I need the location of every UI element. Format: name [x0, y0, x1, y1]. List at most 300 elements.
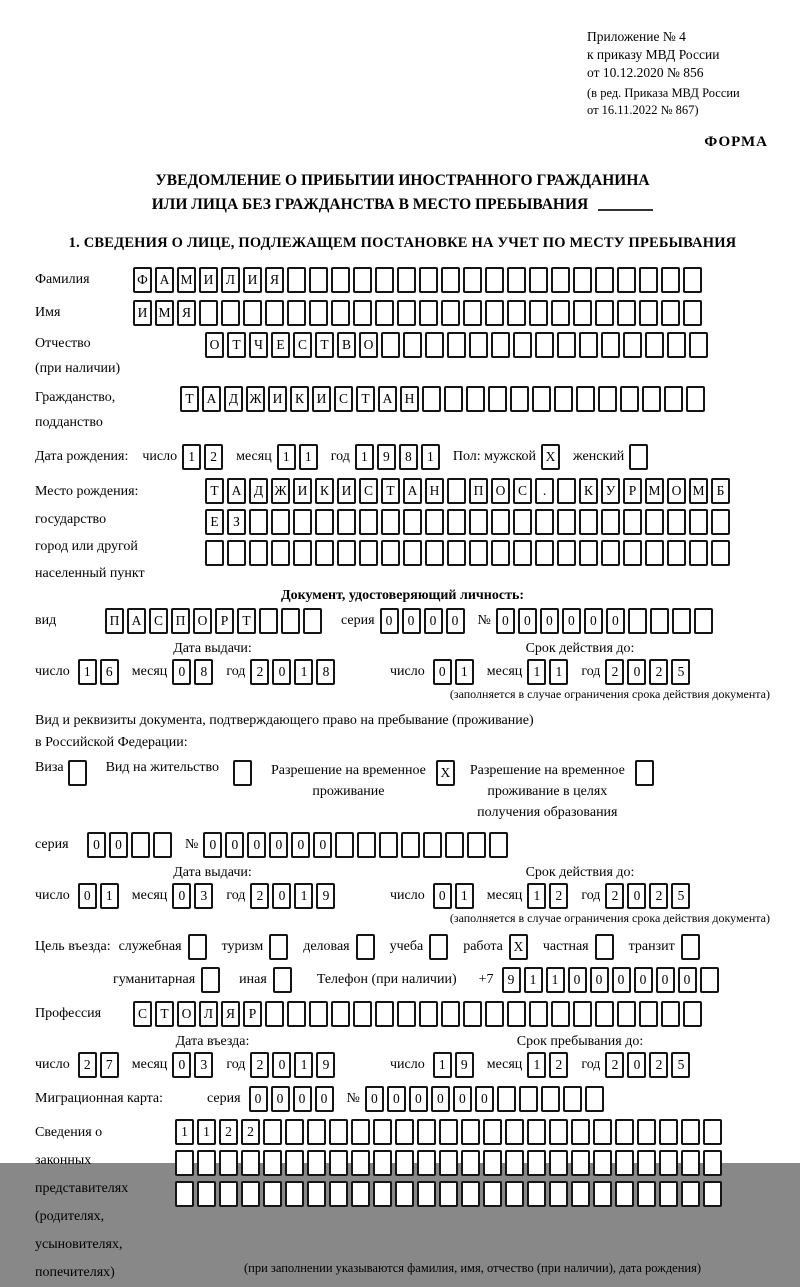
char-box[interactable]: 1 [524, 967, 543, 993]
char-box[interactable]: Т [315, 332, 334, 358]
char-box[interactable] [309, 1001, 328, 1027]
char-box[interactable] [353, 267, 372, 293]
char-box[interactable] [375, 300, 394, 326]
char-box[interactable] [397, 267, 416, 293]
char-box[interactable]: 0 [627, 883, 646, 909]
char-box[interactable] [281, 608, 300, 634]
char-box[interactable]: Р [623, 478, 642, 504]
char-box[interactable] [703, 1150, 722, 1176]
char-box[interactable] [532, 386, 551, 412]
char-box[interactable]: 1 [299, 444, 318, 470]
char-box[interactable]: 0 [612, 967, 631, 993]
char-box[interactable]: 1 [197, 1119, 216, 1145]
char-box[interactable]: 2 [649, 659, 668, 685]
char-box[interactable]: 1 [175, 1119, 194, 1145]
char-box[interactable]: 1 [455, 659, 474, 685]
char-box[interactable] [664, 386, 683, 412]
char-box[interactable] [249, 509, 268, 535]
char-box[interactable]: К [315, 478, 334, 504]
char-box[interactable] [617, 300, 636, 326]
char-box[interactable] [628, 608, 647, 634]
char-box[interactable]: 2 [241, 1119, 260, 1145]
char-box[interactable] [444, 386, 463, 412]
char-box[interactable] [425, 332, 444, 358]
char-box[interactable] [445, 832, 464, 858]
char-box[interactable]: 0 [634, 967, 653, 993]
char-box[interactable] [469, 540, 488, 566]
char-box[interactable]: Ф [133, 267, 152, 293]
char-box[interactable] [175, 1181, 194, 1207]
char-box[interactable] [447, 478, 466, 504]
char-box[interactable]: Р [243, 1001, 262, 1027]
char-box[interactable] [573, 300, 592, 326]
char-box[interactable] [593, 1181, 612, 1207]
char-box[interactable] [441, 267, 460, 293]
char-box[interactable]: 2 [250, 659, 269, 685]
char-box[interactable] [131, 832, 150, 858]
char-box[interactable] [423, 832, 442, 858]
char-box[interactable]: А [155, 267, 174, 293]
char-box[interactable]: 0 [540, 608, 559, 634]
char-box[interactable] [689, 540, 708, 566]
char-box[interactable] [617, 267, 636, 293]
char-box[interactable]: М [155, 300, 174, 326]
char-box[interactable] [375, 1001, 394, 1027]
char-box[interactable] [681, 1119, 700, 1145]
char-box[interactable] [557, 478, 576, 504]
char-box[interactable]: 5 [671, 883, 690, 909]
char-box[interactable]: 0 [272, 659, 291, 685]
char-box[interactable] [379, 832, 398, 858]
char-box[interactable] [285, 1181, 304, 1207]
char-box[interactable]: 0 [606, 608, 625, 634]
char-box[interactable]: О [359, 332, 378, 358]
char-box[interactable] [637, 1181, 656, 1207]
char-box[interactable]: 1 [527, 1052, 546, 1078]
char-box[interactable]: 0 [562, 608, 581, 634]
char-box[interactable]: П [469, 478, 488, 504]
char-box[interactable] [681, 1181, 700, 1207]
char-box[interactable]: М [645, 478, 664, 504]
char-box[interactable]: 1 [546, 967, 565, 993]
char-box[interactable] [700, 967, 719, 993]
char-box[interactable]: 0 [402, 608, 421, 634]
char-box[interactable]: А [403, 478, 422, 504]
char-box[interactable] [485, 300, 504, 326]
char-box[interactable]: 1 [182, 444, 201, 470]
char-box[interactable]: 0 [387, 1086, 406, 1112]
char-box[interactable]: Т [227, 332, 246, 358]
char-box[interactable]: О [667, 478, 686, 504]
char-box[interactable] [551, 1001, 570, 1027]
char-box[interactable] [293, 540, 312, 566]
char-box[interactable]: 0 [291, 832, 310, 858]
char-box[interactable]: 9 [316, 1052, 335, 1078]
char-box[interactable] [331, 300, 350, 326]
char-box[interactable] [615, 1119, 634, 1145]
char-box[interactable]: П [171, 608, 190, 634]
char-box[interactable] [461, 1181, 480, 1207]
char-box[interactable] [441, 1001, 460, 1027]
char-box[interactable] [337, 509, 356, 535]
char-box[interactable] [601, 509, 620, 535]
char-box[interactable]: Я [221, 1001, 240, 1027]
char-box[interactable] [535, 540, 554, 566]
char-box[interactable] [623, 540, 642, 566]
char-box[interactable] [497, 1086, 516, 1112]
char-box[interactable]: З [227, 509, 246, 535]
char-box[interactable]: 0 [269, 832, 288, 858]
char-box[interactable] [529, 267, 548, 293]
char-box[interactable] [419, 267, 438, 293]
char-box[interactable]: 1 [455, 883, 474, 909]
char-box[interactable] [469, 509, 488, 535]
char-box[interactable] [463, 1001, 482, 1027]
char-box[interactable] [461, 1119, 480, 1145]
char-box[interactable] [579, 509, 598, 535]
char-box[interactable]: 0 [568, 967, 587, 993]
char-box[interactable] [307, 1150, 326, 1176]
char-box[interactable] [595, 267, 614, 293]
char-box[interactable] [285, 1119, 304, 1145]
char-box[interactable]: 0 [590, 967, 609, 993]
char-box[interactable] [395, 1181, 414, 1207]
char-box[interactable] [221, 300, 240, 326]
char-box[interactable]: 0 [453, 1086, 472, 1112]
char-box[interactable] [554, 386, 573, 412]
char-box[interactable]: 5 [671, 659, 690, 685]
char-box[interactable]: Т [356, 386, 375, 412]
char-box[interactable] [571, 1150, 590, 1176]
char-box[interactable]: 0 [431, 1086, 450, 1112]
char-box[interactable] [201, 967, 220, 993]
char-box[interactable] [335, 832, 354, 858]
char-box[interactable] [683, 267, 702, 293]
char-box[interactable]: 1 [355, 444, 374, 470]
char-box[interactable] [667, 332, 686, 358]
char-box[interactable]: У [601, 478, 620, 504]
char-box[interactable] [419, 1001, 438, 1027]
char-box[interactable] [507, 1001, 526, 1027]
char-box[interactable]: И [293, 478, 312, 504]
char-box[interactable] [513, 540, 532, 566]
char-box[interactable] [683, 1001, 702, 1027]
char-box[interactable] [417, 1119, 436, 1145]
char-box[interactable]: 0 [247, 832, 266, 858]
char-box[interactable]: 3 [194, 1052, 213, 1078]
char-box[interactable] [629, 444, 648, 470]
char-box[interactable] [551, 300, 570, 326]
char-box[interactable]: 0 [424, 608, 443, 634]
char-box[interactable] [637, 1119, 656, 1145]
char-box[interactable]: 8 [316, 659, 335, 685]
char-box[interactable] [397, 1001, 416, 1027]
char-box[interactable] [645, 332, 664, 358]
char-box[interactable] [711, 509, 730, 535]
char-box[interactable]: 5 [671, 1052, 690, 1078]
char-box[interactable] [549, 1119, 568, 1145]
char-box[interactable]: 2 [250, 883, 269, 909]
char-box[interactable] [447, 332, 466, 358]
char-box[interactable]: С [133, 1001, 152, 1027]
char-box[interactable]: О [193, 608, 212, 634]
char-box[interactable]: 0 [293, 1086, 312, 1112]
char-box[interactable] [694, 608, 713, 634]
char-box[interactable] [579, 540, 598, 566]
char-box[interactable]: 0 [518, 608, 537, 634]
char-box[interactable] [485, 1001, 504, 1027]
char-box[interactable] [466, 386, 485, 412]
char-box[interactable]: 0 [446, 608, 465, 634]
char-box[interactable]: . [535, 478, 554, 504]
char-box[interactable] [219, 1181, 238, 1207]
char-box[interactable]: Е [205, 509, 224, 535]
char-box[interactable] [557, 332, 576, 358]
char-box[interactable]: Д [249, 478, 268, 504]
char-box[interactable] [637, 1150, 656, 1176]
char-box[interactable]: 2 [605, 1052, 624, 1078]
char-box[interactable] [615, 1181, 634, 1207]
char-box[interactable] [711, 540, 730, 566]
char-box[interactable] [331, 1001, 350, 1027]
char-box[interactable]: С [359, 478, 378, 504]
char-box[interactable]: М [177, 267, 196, 293]
char-box[interactable] [529, 300, 548, 326]
char-box[interactable] [571, 1181, 590, 1207]
char-box[interactable]: 0 [271, 1086, 290, 1112]
char-box[interactable] [491, 509, 510, 535]
char-box[interactable] [639, 300, 658, 326]
char-box[interactable]: И [199, 267, 218, 293]
char-box[interactable]: 1 [294, 659, 313, 685]
char-box[interactable] [397, 300, 416, 326]
char-box[interactable]: 8 [399, 444, 418, 470]
char-box[interactable] [439, 1181, 458, 1207]
char-box[interactable] [557, 509, 576, 535]
char-box[interactable]: 2 [78, 1052, 97, 1078]
char-box[interactable] [505, 1181, 524, 1207]
char-box[interactable]: Е [271, 332, 290, 358]
char-box[interactable] [271, 509, 290, 535]
char-box[interactable] [645, 509, 664, 535]
char-box[interactable]: 1 [78, 659, 97, 685]
char-box[interactable] [595, 1001, 614, 1027]
char-box[interactable] [197, 1181, 216, 1207]
char-box[interactable] [315, 509, 334, 535]
char-box[interactable] [659, 1119, 678, 1145]
char-box[interactable]: 0 [272, 1052, 291, 1078]
char-box[interactable] [403, 540, 422, 566]
char-box[interactable]: И [133, 300, 152, 326]
char-box[interactable]: А [127, 608, 146, 634]
char-box[interactable]: С [513, 478, 532, 504]
char-box[interactable] [263, 1150, 282, 1176]
char-box[interactable] [331, 267, 350, 293]
char-box[interactable]: Я [265, 267, 284, 293]
char-box[interactable]: 2 [204, 444, 223, 470]
char-box[interactable] [359, 509, 378, 535]
char-box[interactable] [373, 1181, 392, 1207]
char-box[interactable] [639, 267, 658, 293]
char-box[interactable] [485, 267, 504, 293]
char-box[interactable] [541, 1086, 560, 1112]
char-box[interactable] [329, 1181, 348, 1207]
char-box[interactable] [601, 540, 620, 566]
char-box[interactable] [309, 300, 328, 326]
char-box[interactable] [483, 1150, 502, 1176]
char-box[interactable] [623, 332, 642, 358]
char-box[interactable] [249, 540, 268, 566]
char-box[interactable] [623, 509, 642, 535]
char-box[interactable]: 0 [656, 967, 675, 993]
char-box[interactable] [463, 300, 482, 326]
char-box[interactable]: 0 [627, 659, 646, 685]
char-box[interactable]: 2 [605, 659, 624, 685]
char-box[interactable]: X [509, 934, 528, 960]
char-box[interactable]: 0 [315, 1086, 334, 1112]
char-box[interactable] [219, 1150, 238, 1176]
char-box[interactable]: О [177, 1001, 196, 1027]
char-box[interactable] [425, 540, 444, 566]
char-box[interactable]: X [541, 444, 560, 470]
char-box[interactable]: Ж [246, 386, 265, 412]
char-box[interactable] [205, 540, 224, 566]
char-box[interactable]: И [337, 478, 356, 504]
char-box[interactable]: 1 [549, 659, 568, 685]
char-box[interactable] [595, 934, 614, 960]
char-box[interactable] [576, 386, 595, 412]
char-box[interactable] [307, 1119, 326, 1145]
char-box[interactable]: 0 [87, 832, 106, 858]
char-box[interactable] [417, 1150, 436, 1176]
char-box[interactable] [351, 1150, 370, 1176]
char-box[interactable] [68, 760, 87, 786]
char-box[interactable] [615, 1150, 634, 1176]
char-box[interactable] [401, 832, 420, 858]
char-box[interactable] [381, 540, 400, 566]
char-box[interactable] [686, 386, 705, 412]
char-box[interactable] [469, 332, 488, 358]
char-box[interactable] [563, 1086, 582, 1112]
char-box[interactable] [595, 300, 614, 326]
char-box[interactable] [375, 267, 394, 293]
char-box[interactable]: 0 [172, 883, 191, 909]
char-box[interactable] [505, 1119, 524, 1145]
char-box[interactable]: 1 [421, 444, 440, 470]
char-box[interactable] [351, 1119, 370, 1145]
char-box[interactable] [307, 1181, 326, 1207]
char-box[interactable] [681, 1150, 700, 1176]
char-box[interactable]: 9 [377, 444, 396, 470]
char-box[interactable] [681, 934, 700, 960]
char-box[interactable] [373, 1150, 392, 1176]
char-box[interactable]: В [337, 332, 356, 358]
char-box[interactable] [507, 300, 526, 326]
char-box[interactable]: 0 [584, 608, 603, 634]
char-box[interactable] [285, 1150, 304, 1176]
char-box[interactable]: О [491, 478, 510, 504]
char-box[interactable] [403, 332, 422, 358]
char-box[interactable] [483, 1119, 502, 1145]
char-box[interactable]: 0 [433, 659, 452, 685]
char-box[interactable] [645, 540, 664, 566]
char-box[interactable] [527, 1150, 546, 1176]
char-box[interactable]: 1 [527, 659, 546, 685]
char-box[interactable]: К [290, 386, 309, 412]
char-box[interactable]: 2 [649, 883, 668, 909]
char-box[interactable] [353, 300, 372, 326]
char-box[interactable]: 2 [219, 1119, 238, 1145]
char-box[interactable] [273, 967, 292, 993]
char-box[interactable]: 3 [194, 883, 213, 909]
char-box[interactable]: 0 [496, 608, 515, 634]
char-box[interactable] [513, 509, 532, 535]
char-box[interactable] [199, 300, 218, 326]
char-box[interactable] [439, 1119, 458, 1145]
char-box[interactable] [519, 1086, 538, 1112]
char-box[interactable]: 8 [194, 659, 213, 685]
char-box[interactable]: 2 [250, 1052, 269, 1078]
char-box[interactable]: Т [205, 478, 224, 504]
char-box[interactable]: А [378, 386, 397, 412]
char-box[interactable] [315, 540, 334, 566]
char-box[interactable]: Н [425, 478, 444, 504]
char-box[interactable]: С [293, 332, 312, 358]
char-box[interactable] [510, 386, 529, 412]
char-box[interactable] [447, 540, 466, 566]
char-box[interactable] [447, 509, 466, 535]
char-box[interactable]: 0 [678, 967, 697, 993]
char-box[interactable]: Л [221, 267, 240, 293]
char-box[interactable] [601, 332, 620, 358]
char-box[interactable] [617, 1001, 636, 1027]
char-box[interactable]: О [205, 332, 224, 358]
char-box[interactable] [620, 386, 639, 412]
char-box[interactable] [689, 332, 708, 358]
char-box[interactable]: 0 [272, 883, 291, 909]
char-box[interactable] [351, 1181, 370, 1207]
char-box[interactable] [265, 1001, 284, 1027]
char-box[interactable]: 0 [365, 1086, 384, 1112]
char-box[interactable] [635, 760, 654, 786]
char-box[interactable] [188, 934, 207, 960]
char-box[interactable] [441, 300, 460, 326]
char-box[interactable]: С [149, 608, 168, 634]
char-box[interactable] [672, 608, 691, 634]
char-box[interactable]: 0 [409, 1086, 428, 1112]
char-box[interactable]: 9 [316, 883, 335, 909]
char-box[interactable] [263, 1119, 282, 1145]
char-box[interactable]: 1 [294, 1052, 313, 1078]
char-box[interactable] [667, 509, 686, 535]
char-box[interactable] [425, 509, 444, 535]
char-box[interactable]: 1 [100, 883, 119, 909]
char-box[interactable]: Т [381, 478, 400, 504]
char-box[interactable] [703, 1119, 722, 1145]
char-box[interactable] [303, 608, 322, 634]
char-box[interactable] [557, 540, 576, 566]
char-box[interactable] [153, 832, 172, 858]
char-box[interactable]: И [243, 267, 262, 293]
char-box[interactable] [661, 300, 680, 326]
char-box[interactable]: 1 [527, 883, 546, 909]
char-box[interactable] [535, 509, 554, 535]
char-box[interactable] [593, 1119, 612, 1145]
char-box[interactable]: 6 [100, 659, 119, 685]
char-box[interactable] [417, 1181, 436, 1207]
char-box[interactable]: Я [177, 300, 196, 326]
char-box[interactable]: 0 [380, 608, 399, 634]
